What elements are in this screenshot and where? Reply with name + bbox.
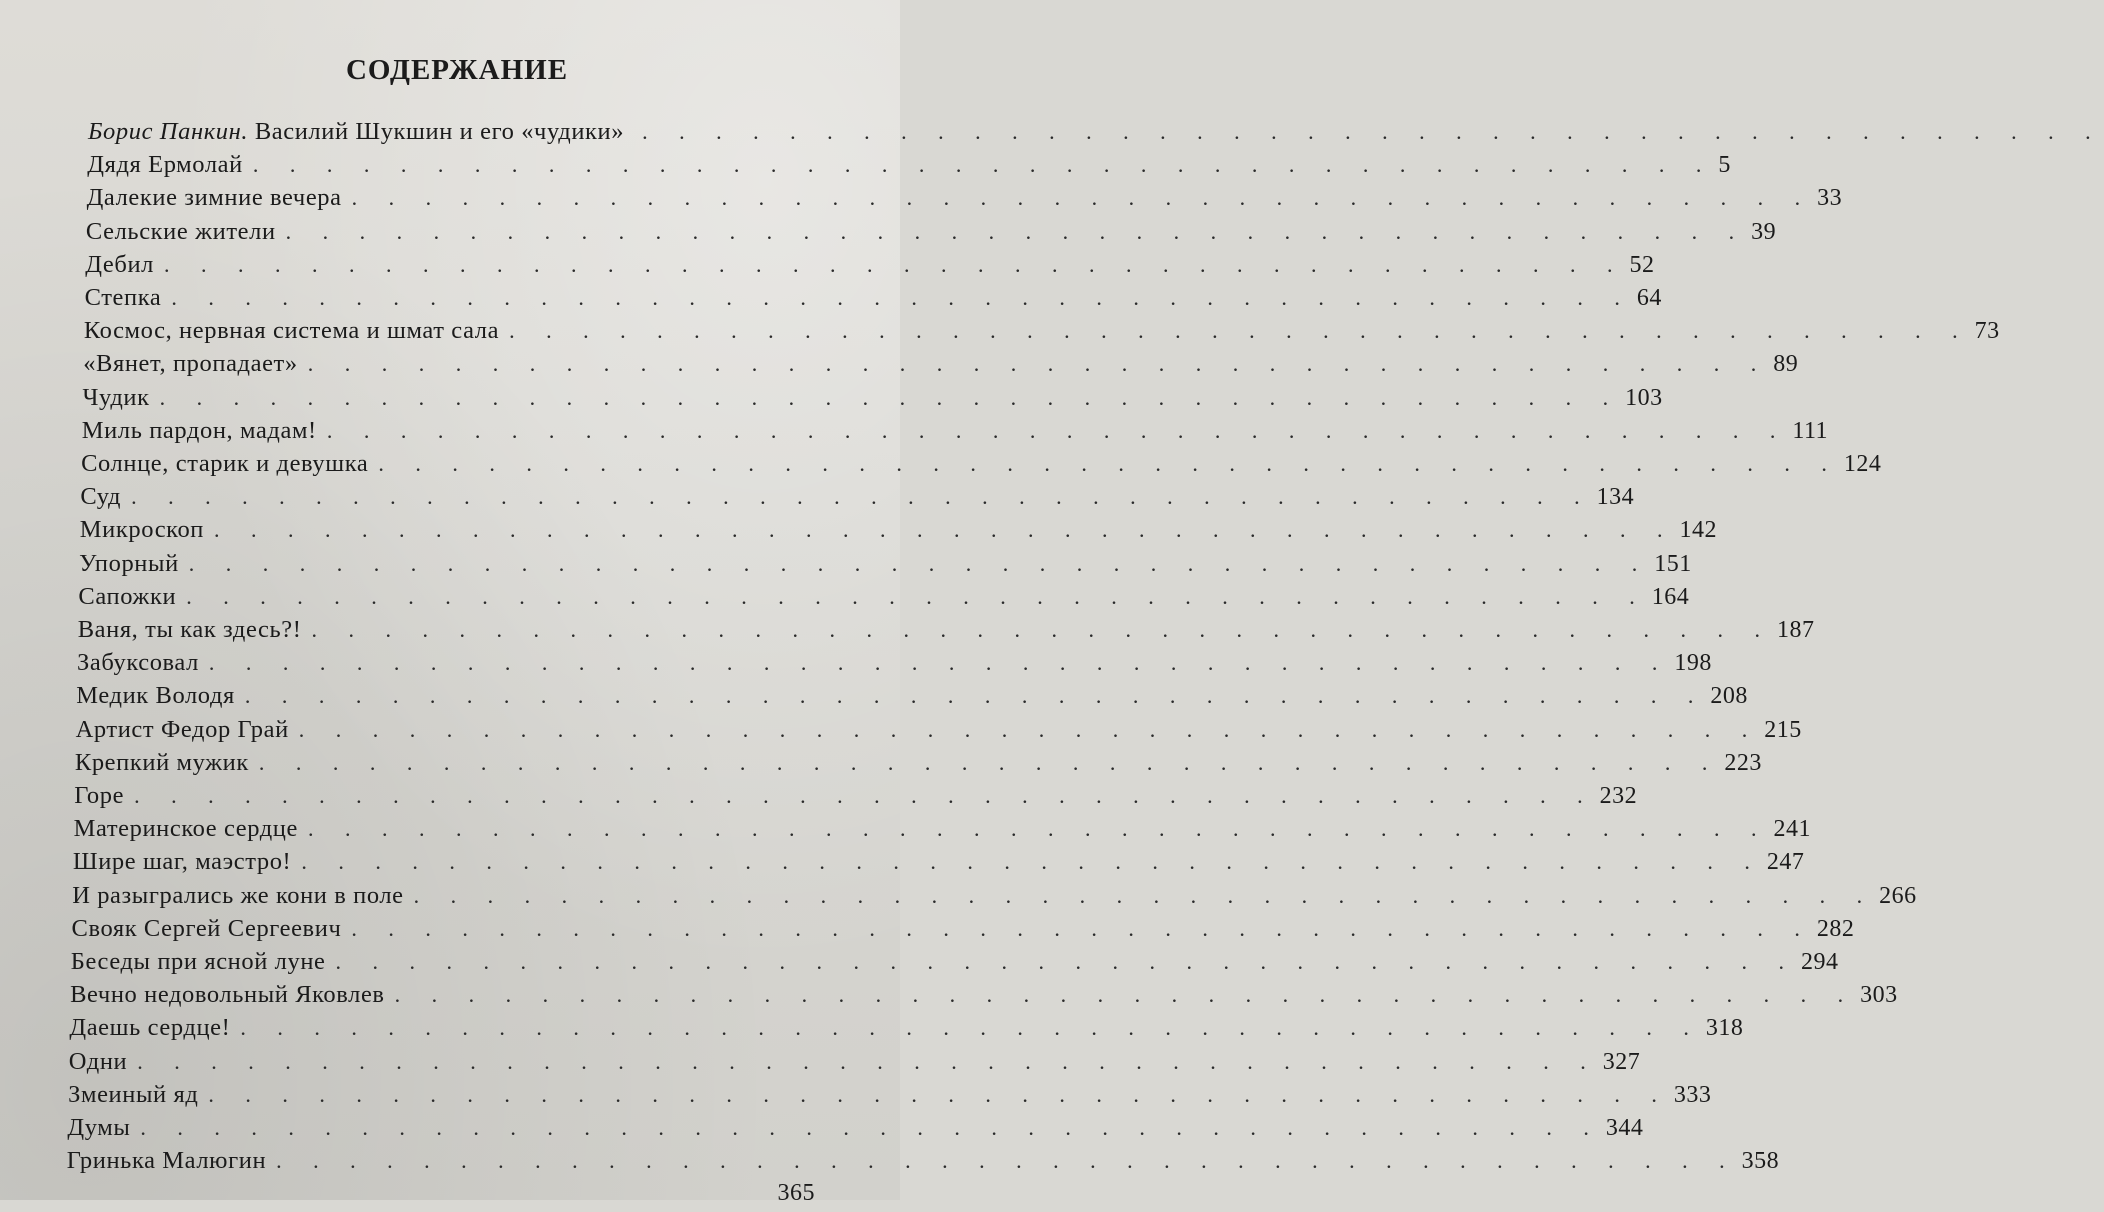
toc-page-number: 266 [1879,882,1917,909]
toc-entry [87,151,1731,183]
toc-page-number: 33 [1817,185,1843,212]
toc-page-number: 344 [1605,1115,1644,1141]
toc-entry [83,350,1799,382]
toc-entry [81,450,1882,482]
toc-entry-title: Забуксовал [77,649,199,677]
toc-entry-title: Упорный [79,549,179,577]
toc-page-number: 294 [1801,949,1839,975]
toc-entry [77,616,1815,648]
toc-leader-dots: . . . . . . . . . . . . . . . . . . . . . . . . . . . . . . . . . . . . . . . . [240,1015,1702,1041]
toc-leader-dots: . . . . . . . . . . . . . . . . . . . . . . . . . . . . . . . . . . . . . . . . [311,617,1774,642]
toc-page-number: 89 [1773,351,1799,378]
toc-page-number: 198 [1674,650,1712,677]
toc-leader-dots: . . . . . . . . . . . . . . . . . . . . . . . . . . . . . . . . . . . . . . . . [307,351,1770,377]
toc-leader-dots: . . . . . . . . . . . . . . . . . . . . . . . . . . . . . . . . . . . . . . . . [208,1081,1670,1107]
toc-page-number: 134 [1596,484,1635,511]
toc-entry-title: Далекие зимние вечера [86,184,342,212]
toc-page-number: 223 [1724,749,1762,776]
toc-entry-title [88,118,624,146]
toc-page-number: 365 [777,1180,815,1207]
toc-entry-title: Миль пардон, мадам! [81,416,317,444]
toc-page-number: 327 [1602,1048,1641,1075]
toc-entry-title: Сапожки [78,582,177,610]
toc-leader-dots: . . . . . . . . . . . . . . . . . . . . . . . . . . . . . . . . . . . . . . . . [252,152,1715,178]
toc-leader-dots: . . . . . . . . . . . . . . . . . . . . . . . . . . . . . . . . . . . . . . . . [351,915,1813,941]
toc-entry-title: Даешь сердце! [69,1014,231,1042]
toc-leader-dots: . . . . . . . . . . . . . . . . . . . . . . . . . . . . . . . . . . . . . . . . [351,185,1814,211]
toc-leader-dots: . . . . . . . . . . . . . . . . . . . . . . . . . . . . . . . . . . . . . . . . [131,484,1593,510]
toc-entry [85,250,1655,283]
toc-page-number: 187 [1777,617,1815,643]
toc-entry [73,815,1811,847]
toc-entry-title: Горе [74,782,125,809]
toc-entry-title: Беседы при ясной луне [70,948,326,975]
toc-page-number: 64 [1636,285,1662,311]
toc-entry [67,1114,1644,1146]
toc-page-number: 111 [1792,417,1829,444]
toc-page-number: 52 [1629,251,1655,278]
toc-leader-dots: . . . . . . . . . . . . . . . . . . . . . . . . . . . . . . . . . . . . . . . . [413,882,1876,908]
toc-leader-dots: . . . . . . . . . . . . . . . . . . . . . . . . . . . . . . . . . . . . . . . . [140,1115,1602,1140]
toc-entry [84,284,1662,316]
toc-leader-dots: . . . . . . . . . . . . . . . . . . . . . . . . . . . . . . . . . . . . . . . . [171,285,1633,310]
toc-entry-title: Степка [84,284,162,311]
toc-entry-title: Вечно недовольный Яковлев [70,981,385,1009]
toc-entry-title: Медик Володя [76,682,235,710]
toc-entry-title: Дебил [85,250,154,278]
toc-leader-dots: . . . . . . . . . . . . . . . . . . . . . . . . . . . . . . . . . . . . . . . . [258,749,1721,775]
toc-entry-title: Чудик [82,383,150,411]
toc-entry [74,748,1762,781]
toc-page-number: 333 [1673,1081,1712,1108]
toc-entry [88,118,2104,150]
toc-entry-author: Борис Панкин. [88,118,249,145]
toc-leader-dots: . . . . . . . . . . . . . . . . . . . . . . . . . . . . . . . . . . . . . . . . [642,119,2104,144]
toc-entry [68,1047,1641,1080]
toc-entry [74,782,1638,814]
toc-entry-title: И разыгрались же кони в поле [72,881,404,909]
toc-leader-dots: . . . . . . . . . . . . . . . . . . . . . . . . . . . . . . . . . . . . . . . . [276,1148,1738,1174]
toc-leader-dots: . . . . . . . . . . . . . . . . . . . . . . . . . . . . . . . . . . . . . . . . [186,583,1648,609]
toc-page-number: 358 [1741,1148,1780,1175]
toc-page-number: 232 [1599,783,1638,809]
toc-page-number: 282 [1816,915,1855,942]
toc-page-number: 247 [1766,849,1805,876]
toc-leader-dots: . . . . . . . . . . . . . . . . . . . . . . . . . . . . . . . . . . . . . . . . [301,849,1763,875]
toc-entry [78,582,1690,615]
toc-leader-dots: . . . . . . . . . . . . . . . . . . . . . . . . . . . . . . . . . . . . . . . . [137,1048,1599,1074]
toc-leader-dots: . . . . . . . . . . . . . . . . . . . . . . . . . . . . . . . . . . . . . . . . [244,683,1707,709]
toc-entry [79,549,1692,582]
toc-entry [81,416,1829,449]
toc-leader-dots: . . . . . . . . . . . . . . . . . . . . . . . . . . . . . . . . . . . . . . . . [335,949,1798,974]
toc-entry-title: Крепкий мужик [74,748,249,776]
toc-page-number: 103 [1625,384,1663,411]
toc-leader-dots: . . . . . . . . . . . . . . . . . . . . . . . . . . . . . . . . . . . . . . . . [285,218,1748,244]
toc-leader-dots: . . . . . . . . . . . . . . . . . . . . . . . . . . . . . . . . . . . . . . . . [394,982,1857,1008]
toc-page-number: 303 [1860,982,1898,1009]
toc-page-number: 215 [1764,716,1802,743]
toc-page-number: 142 [1679,517,1718,544]
toc-entry [70,948,1839,980]
toc-entry [82,383,1663,416]
toc-entry-title: Космос, нервная система и шмат сала [83,317,500,345]
toc-entry-title: Гринька Малюгин [66,1147,267,1175]
toc-entry [66,1147,1780,1179]
toc-entry [71,914,1855,947]
toc-entry-title: Материнское сердце [73,815,298,843]
toc-page-number: 318 [1705,1015,1744,1042]
toc-page-number: 241 [1773,816,1811,843]
page-title: СОДЕРЖАНИЕ [345,54,569,86]
toc-entry-title: Сельские жители [85,217,276,245]
toc-entry-title: «Вянет, пропадает» [83,350,298,378]
toc-entry-title: Артист Федор Грай [75,715,289,743]
toc-entry [70,981,1898,1013]
toc-entry-title: Думы [67,1114,131,1141]
toc-entry-title: Дядя Ермолай [87,151,243,179]
toc-entry-title: Змеиный яд [68,1080,199,1108]
toc-entry [77,649,1712,681]
toc-page-number: 164 [1651,583,1690,610]
toc-entry [72,848,1805,880]
toc-entry [68,1080,1712,1113]
toc-entry [86,184,1843,216]
toc-page-number: 151 [1654,550,1692,577]
toc-entry [69,1014,1744,1046]
toc-entry-title: Ваня, ты как здесь?! [77,616,302,643]
toc-entry-title: Солнце, старик и девушка [81,450,369,477]
toc-entry-title-text: Василий Шукшин и его «чудики» [248,118,625,145]
toc-page-number: 39 [1751,218,1777,245]
toc-entry [76,682,1748,714]
toc-entry [80,483,1635,515]
toc-leader-dots: . . . . . . . . . . . . . . . . . . . . . . . . . . . . . . . . . . . . . . . . [164,251,1626,277]
toc-entry [85,217,1777,250]
toc-leader-dots: . . . . . . . . . . . . . . . . . . . . . . . . . . . . . . . . . . . . . . . . [214,517,1676,543]
toc-leader-dots: . . . . . . . . . . . . . . . . . . . . . . . . . . . . . . . . . . . . . . . . [307,816,1770,842]
toc-leader-dots: . . . . . . . . . . . . . . . . . . . . . . . . . . . . . . . . . . . . . . . . [159,384,1622,410]
toc-entry [72,881,1917,914]
toc-entry [79,516,1718,548]
toc-page-number: 73 [1974,318,2000,345]
toc-entry [66,1180,815,1212]
toc-page-number: 5 [1718,152,1731,179]
toc-entry [75,715,1802,748]
toc-entry [83,317,2000,349]
toc-entry-title: Шире шаг, маэстро! [72,848,292,876]
toc-leader-dots: . . . . . . . . . . . . . . . . . . . . . . . . . . . . . . . . . . . . . . . . [134,783,1596,808]
toc-entry-title: Одни [68,1047,128,1075]
toc-page-number: 124 [1843,451,1882,477]
toc-leader-dots: . . . . . . . . . . . . . . . . . . . . . . . . . . . . . . . . . . . . . . . . [188,550,1651,576]
toc-page-number: 208 [1710,683,1748,710]
toc-entry-title: Суд [80,483,122,511]
toc-leader-dots: . . . . . . . . . . . . . . . . . . . . . . . . . . . . . . . . . . . . . . . . [208,650,1671,676]
toc-leader-dots: . . . . . . . . . . . . . . . . . . . . . . . . . . . . . . . . . . . . . . . . [509,318,1971,344]
toc-entry-title: Свояк Сергей Сергеевич [71,914,342,942]
toc-leader-dots: . . . . . . . . . . . . . . . . . . . . . . . . . . . . . . . . . . . . . . . . [378,451,1840,476]
toc-leader-dots: . . . . . . . . . . . . . . . . . . . . . . . . . . . . . . . . . . . . . . . . [326,417,1789,443]
toc-entry-title: Микроскоп [79,516,205,544]
toc-leader-dots: . . . . . . . . . . . . . . . . . . . . . . . . . . . . . . . . . . . . . . . . [298,716,1761,742]
